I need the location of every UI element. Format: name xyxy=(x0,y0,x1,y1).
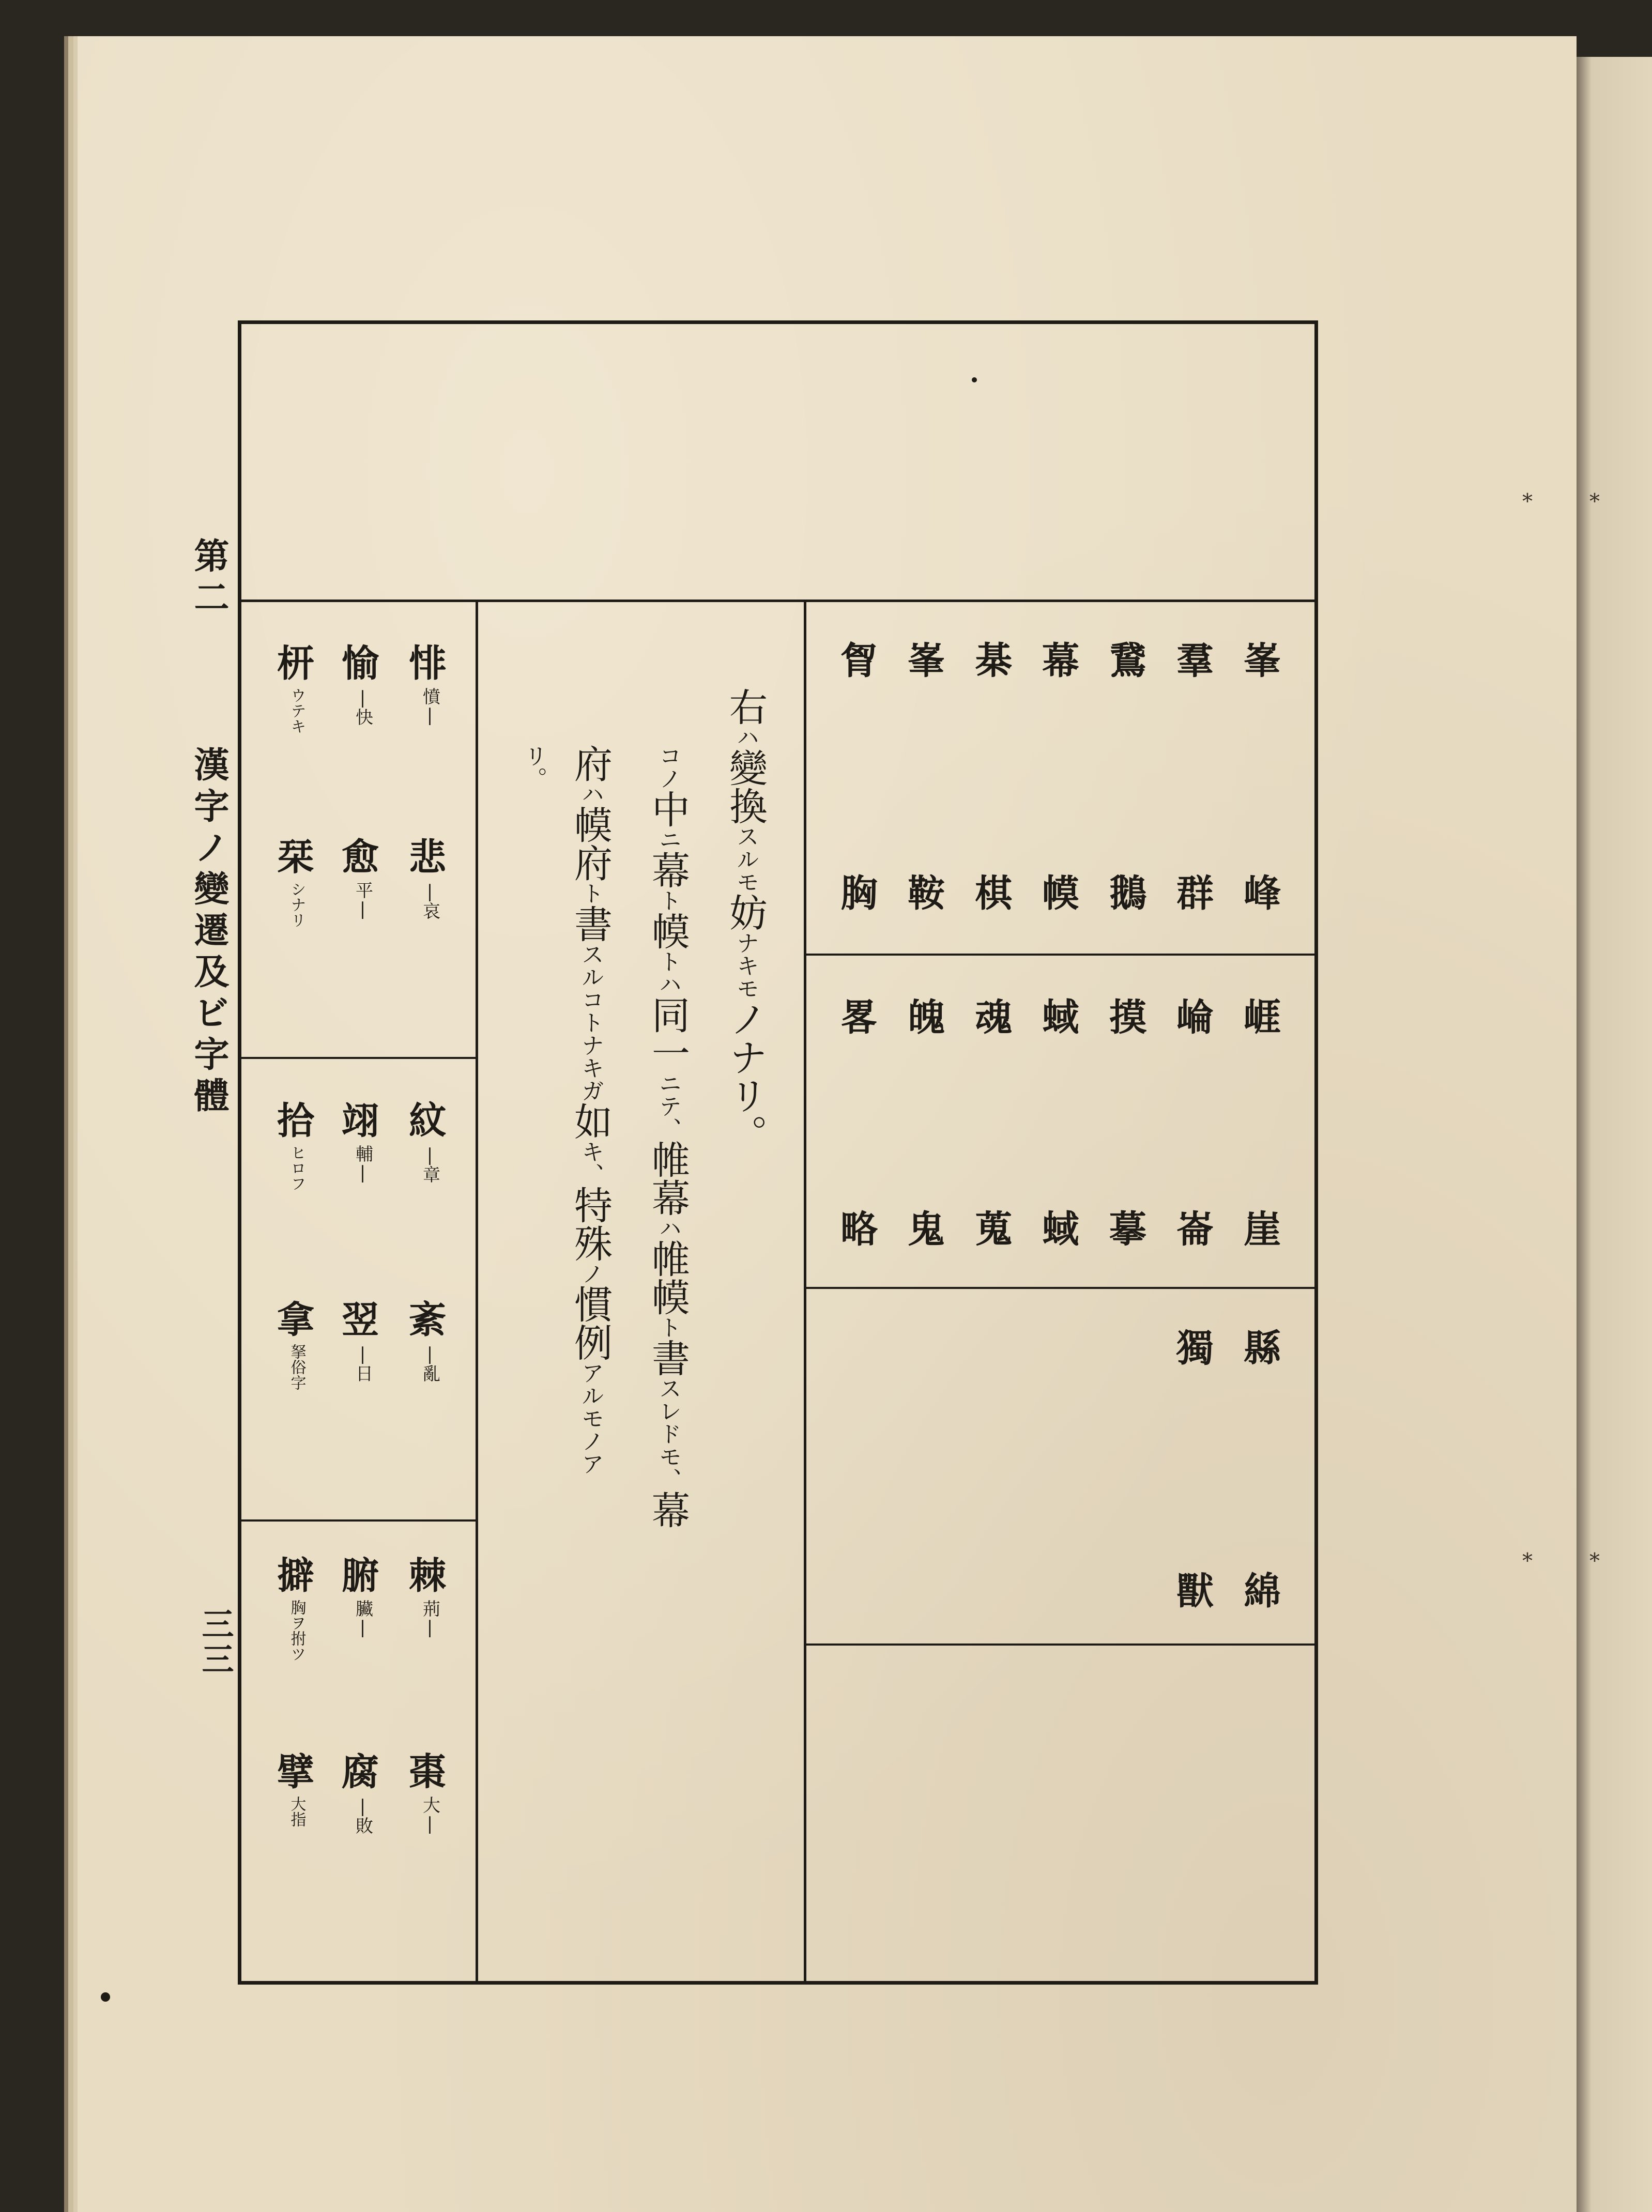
table-character: 蜮 xyxy=(1036,997,1080,1035)
table-character: 縣 xyxy=(1237,1328,1281,1365)
text-segment: ニ xyxy=(655,828,681,851)
text-segment: ト xyxy=(577,882,604,904)
text-segment: 中 xyxy=(646,790,690,828)
ink-speck xyxy=(101,1992,110,2002)
text-segment: 幙 xyxy=(646,912,690,950)
reading-annotation: 胸ヲ拊ツ xyxy=(287,1600,306,1662)
table-character: 栞 xyxy=(271,837,315,874)
text-segment: ノナリ。 xyxy=(723,1000,768,1153)
table-character: 崖 xyxy=(1237,1209,1281,1247)
text-segment: アルモノア xyxy=(577,1361,604,1475)
text-segment: ト xyxy=(655,889,681,912)
reading-annotation: 臟| xyxy=(352,1600,373,1638)
table-character: 棗 xyxy=(403,1752,447,1789)
text-segment: ハ xyxy=(577,782,604,805)
text-segment: 同一 xyxy=(646,995,690,1072)
binding-hole: ⁎ xyxy=(1522,483,1533,507)
table-character: 愈 xyxy=(335,837,379,874)
page-number: 三三 xyxy=(196,1607,234,1678)
row-divider xyxy=(804,1287,1318,1289)
row-divider xyxy=(804,954,1318,956)
text-segment: ト xyxy=(655,1316,681,1339)
table-character: 幙 xyxy=(1036,873,1080,911)
table-character: 鵝 xyxy=(1103,873,1147,911)
reading-annotation: 拏俗字 xyxy=(287,1344,306,1390)
text-segment: ナキモ xyxy=(732,931,759,1000)
reading-annotation: |日 xyxy=(352,1344,373,1382)
text-segment: 幕 xyxy=(646,851,690,889)
binding-hole: ⁎ xyxy=(1589,483,1600,507)
table-character: 魄 xyxy=(901,997,945,1035)
reading-annotation: 大| xyxy=(419,1796,440,1834)
table-character: 崘 xyxy=(1170,997,1214,1035)
reading-annotation: ヒロフ xyxy=(287,1145,306,1191)
binding-hole: ⁎ xyxy=(1589,1543,1600,1566)
text-segment: 右 xyxy=(723,687,768,726)
table-character: 鵞 xyxy=(1103,641,1147,678)
table-character: 擘 xyxy=(271,1752,315,1789)
table-character: 畧 xyxy=(834,997,878,1035)
text-segment: 帷幕 xyxy=(646,1140,690,1217)
text-segment: スルモ xyxy=(732,825,759,893)
table-character: 群 xyxy=(1170,873,1214,911)
table-character: 棊 xyxy=(969,641,1013,678)
table-character: 紋 xyxy=(403,1101,447,1138)
table-character: 蜮 xyxy=(1036,1209,1080,1247)
text-segment: 變換 xyxy=(723,748,768,825)
table-character: 愉 xyxy=(335,643,379,681)
adjacent-page-edge xyxy=(1571,57,1652,2212)
explanation-line-3 xyxy=(568,744,613,2036)
column-divider xyxy=(476,600,478,1985)
reading-annotation: 平| xyxy=(352,881,373,919)
horizontal-rule xyxy=(238,600,1318,602)
table-character: 腑 xyxy=(335,1556,379,1593)
table-character: 紊 xyxy=(403,1300,447,1337)
table-character: 崙 xyxy=(1170,1209,1214,1247)
table-character: 翊 xyxy=(335,1101,379,1138)
reading-annotation: ウテキ xyxy=(287,687,306,734)
table-character: 峯 xyxy=(1237,641,1281,678)
reading-annotation: |快 xyxy=(352,687,373,726)
table-character: 胸 xyxy=(834,873,878,911)
text-segment: 書 xyxy=(568,904,613,943)
chapter-title: 漢字ノ變遷及ビ字體 xyxy=(188,746,230,1118)
reading-annotation: |章 xyxy=(419,1145,440,1183)
row-divider xyxy=(804,1643,1318,1646)
table-character: 棘 xyxy=(403,1556,447,1593)
table-character: 棋 xyxy=(969,873,1013,911)
reading-annotation: |亂 xyxy=(419,1344,440,1382)
text-segment: トハ xyxy=(655,950,681,995)
table-character: 幕 xyxy=(1036,641,1080,678)
reading-annotation: 憤| xyxy=(419,687,440,726)
table-character: 擗 xyxy=(271,1556,315,1593)
explanation-line-1 xyxy=(723,687,768,1979)
explanation-line-4 xyxy=(514,744,553,2036)
text-segment: 特殊 xyxy=(568,1186,613,1262)
column-divider xyxy=(804,600,806,1985)
row-divider xyxy=(238,1057,476,1059)
text-segment: コノ xyxy=(655,744,681,790)
table-character: 悱 xyxy=(403,643,447,681)
text-segment: 書 xyxy=(646,1339,690,1377)
running-header xyxy=(188,537,230,1118)
chapter-label: 第二 xyxy=(188,537,230,620)
table-character: 拾 xyxy=(271,1101,315,1138)
text-segment: リ。 xyxy=(521,744,547,790)
binding-hole: ⁎ xyxy=(1522,1543,1533,1566)
table-character: 魂 xyxy=(969,997,1013,1035)
text-segment: 帷幙 xyxy=(646,1239,690,1316)
table-character: 鞍 xyxy=(901,873,945,911)
table-character: 腐 xyxy=(335,1752,379,1789)
table-character: 胷 xyxy=(834,641,878,678)
text-segment: ハ xyxy=(732,726,759,748)
text-segment: ノ xyxy=(577,1262,604,1285)
table-character: 摹 xyxy=(1103,1209,1147,1247)
reading-annotation: 荊| xyxy=(419,1600,440,1638)
table-character: 羣 xyxy=(1170,641,1214,678)
text-segment: 幕 xyxy=(646,1491,690,1529)
reading-annotation: シナリ xyxy=(287,881,306,928)
text-segment: ニテ、 xyxy=(655,1072,681,1140)
table-character: 摸 xyxy=(1103,997,1147,1035)
table-character: 枅 xyxy=(271,643,315,681)
table-character: 峯 xyxy=(901,641,945,678)
reading-annotation: |哀 xyxy=(419,881,440,919)
table-character: 峰 xyxy=(1237,873,1281,911)
reading-annotation: 大指 xyxy=(287,1796,306,1827)
text-segment: 慣例 xyxy=(568,1285,613,1361)
text-segment: 妨 xyxy=(723,893,768,931)
text-segment: 如 xyxy=(568,1102,613,1140)
reading-annotation: |敗 xyxy=(352,1796,373,1834)
text-segment: スレドモ、 xyxy=(655,1377,681,1491)
text-segment: ハ xyxy=(655,1217,681,1239)
text-segment: スルコトナキガ xyxy=(577,943,604,1102)
table-character: 崕 xyxy=(1237,997,1281,1035)
table-frame xyxy=(238,320,1318,1985)
text-segment: 幙府 xyxy=(568,805,613,882)
row-divider xyxy=(238,1519,476,1522)
reading-annotation: 輔| xyxy=(352,1145,373,1183)
table-character: 獨 xyxy=(1170,1328,1214,1365)
table-character: 鬼 xyxy=(901,1209,945,1247)
text-segment: 府 xyxy=(568,744,613,782)
explanation-line-2 xyxy=(646,744,690,2036)
table-character: 綿 xyxy=(1237,1571,1281,1608)
table-character: 拿 xyxy=(271,1300,315,1337)
table-character: 悲 xyxy=(403,837,447,874)
table-character: 翌 xyxy=(335,1300,379,1337)
text-segment: キ、 xyxy=(577,1140,604,1186)
table-character: 蒐 xyxy=(969,1209,1013,1247)
table-character: 略 xyxy=(834,1209,878,1247)
table-character: 獸 xyxy=(1170,1571,1214,1608)
